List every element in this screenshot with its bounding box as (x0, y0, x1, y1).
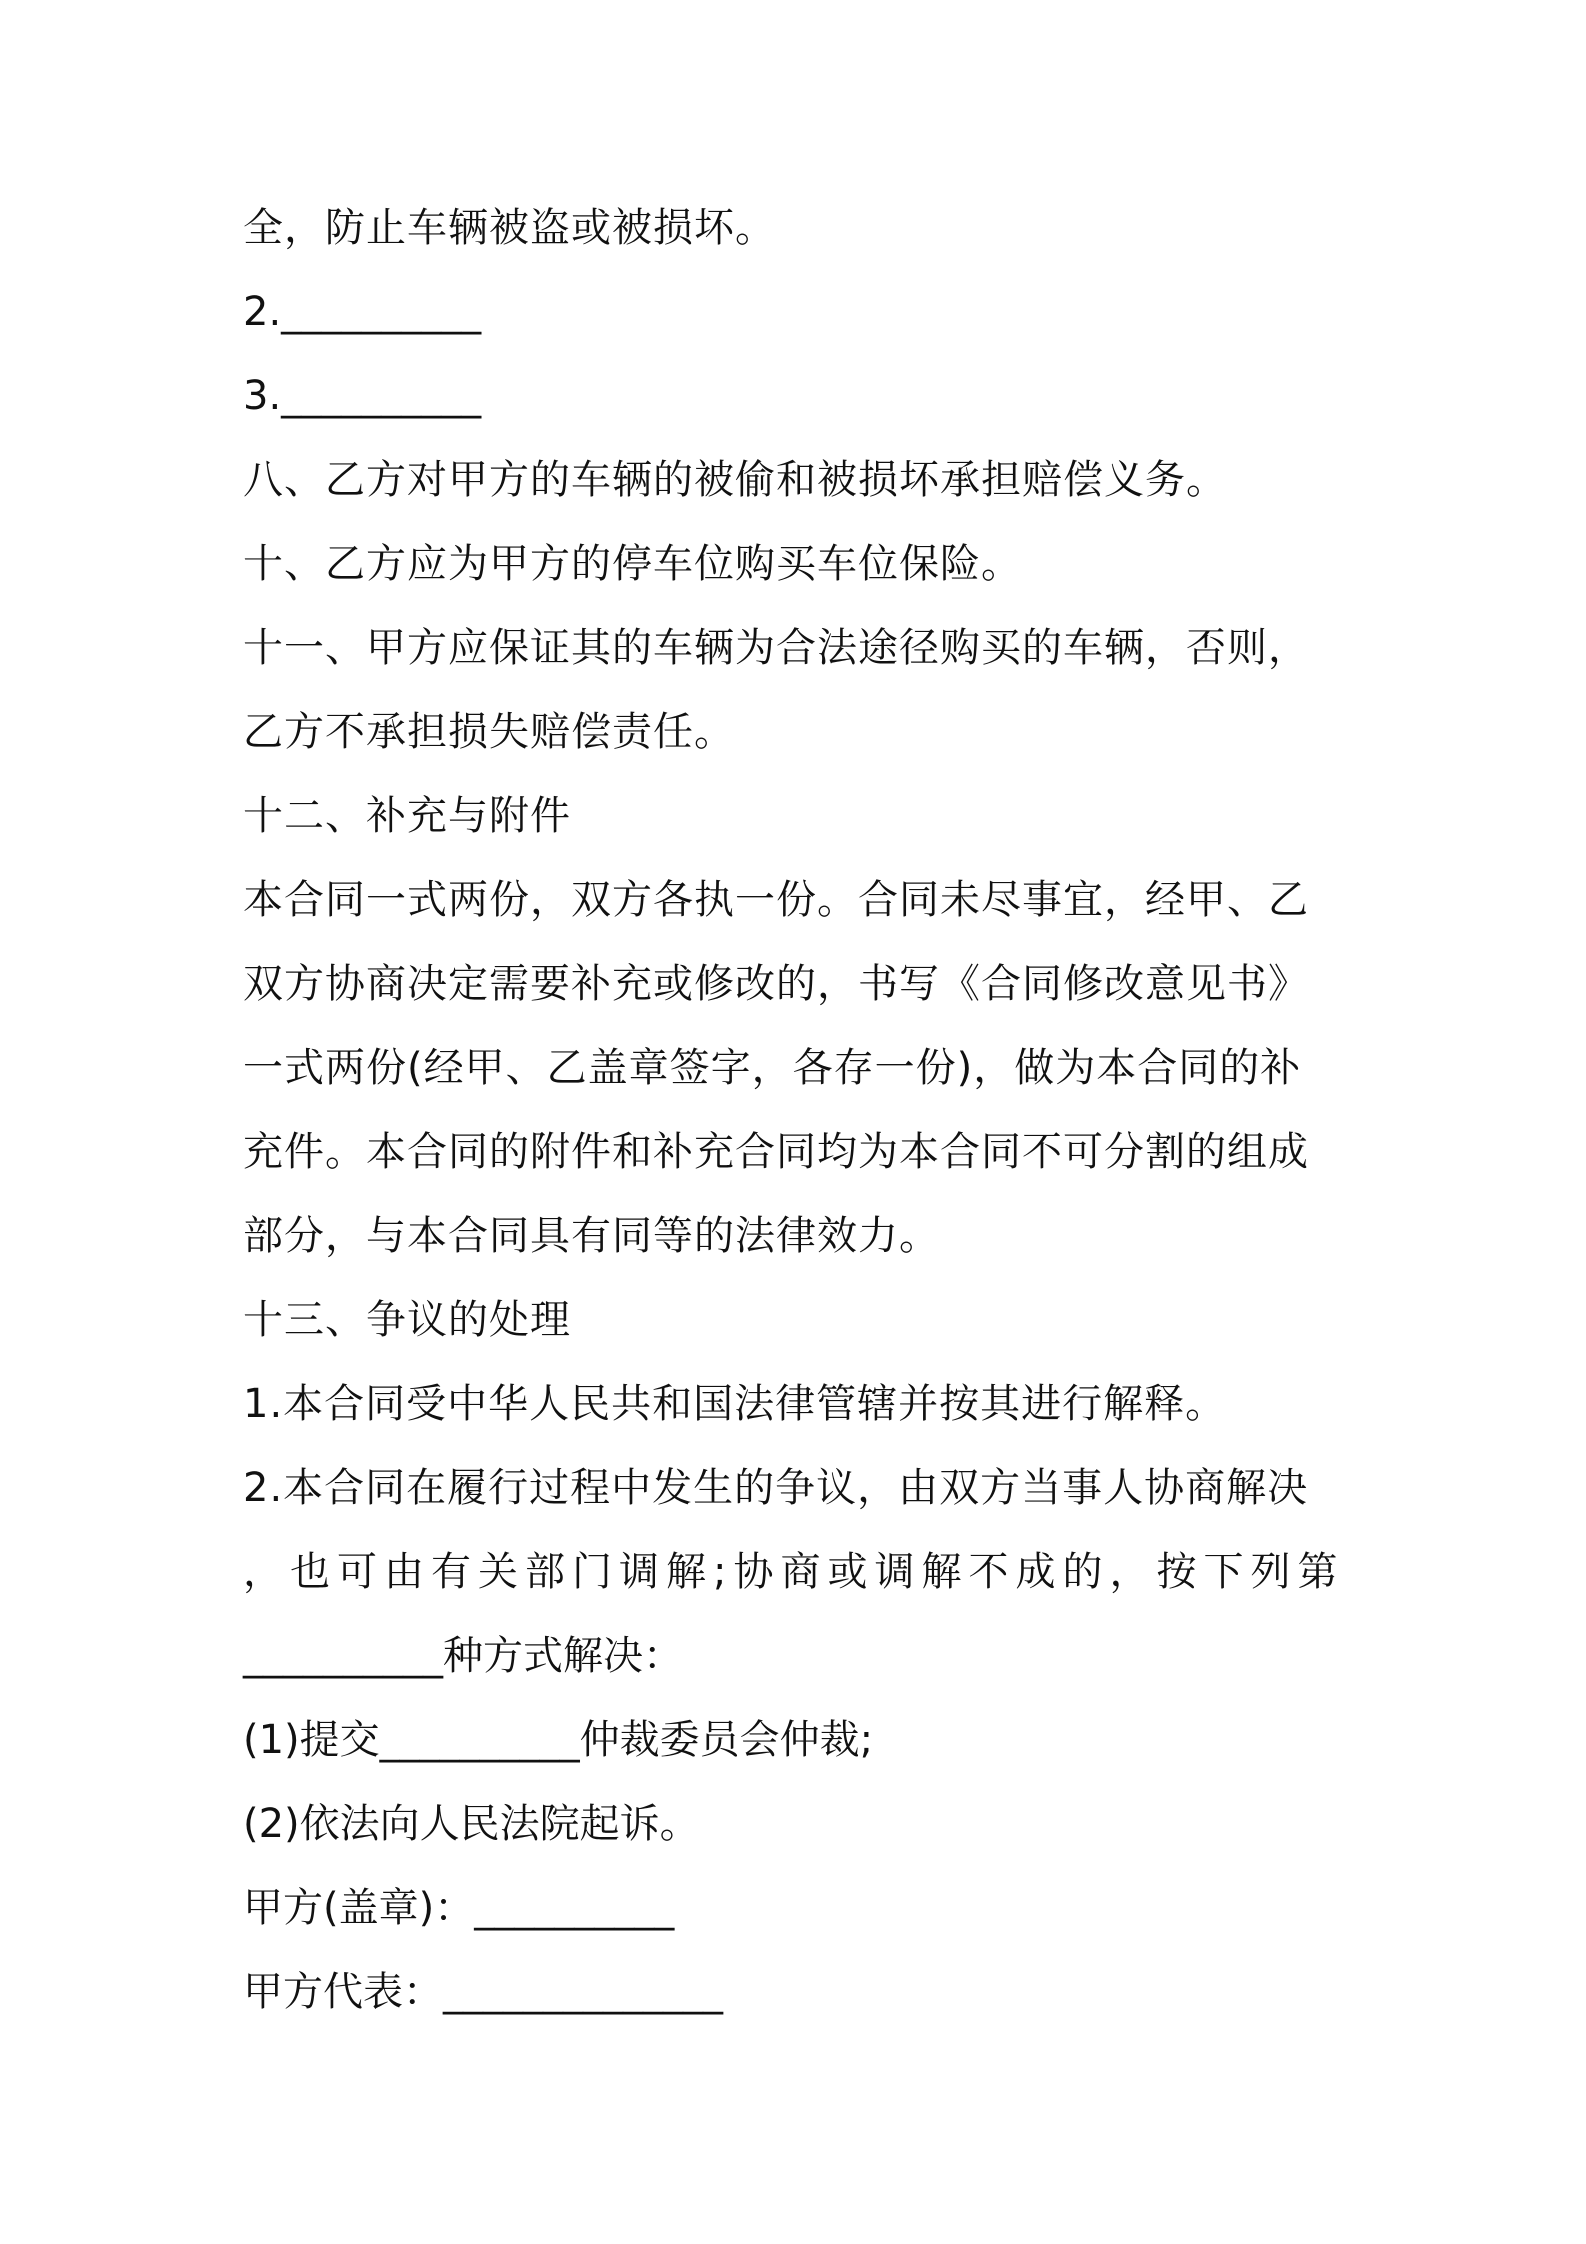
text-line: 充件。本合同的附件和补充合同均为本合同不可分割的组成 (243, 1129, 1309, 1175)
signature-line: 甲方(盖章)：__________ (243, 1885, 675, 1931)
text-line: 本合同一式两份，双方各执一份。合同未尽事宜，经甲、乙 (243, 877, 1309, 923)
signature-line: 甲方代表：______________ (243, 1969, 723, 2015)
text-line: 2.本合同在履行过程中发生的争议，由双方当事人协商解决 (243, 1465, 1309, 1511)
text-line: 乙方不承担损失赔偿责任。 (243, 709, 735, 755)
text-line: 十一、甲方应保证其的车辆为合法途径购买的车辆，否则， (243, 625, 1309, 671)
text-line: 1.本合同受中华人民共和国法律管辖并按其进行解释。 (243, 1381, 1227, 1427)
text-line: 十、乙方应为甲方的停车位购买车位保险。 (243, 541, 1022, 587)
text-line: 双方协商决定需要补充或修改的，书写《合同修改意见书》 (243, 961, 1309, 1007)
text-line: 八、乙方对甲方的车辆的被偷和被损坏承担赔偿义务。 (243, 457, 1227, 503)
text-line: 全，防止车辆被盗或被损坏。 (243, 205, 776, 251)
text-line: __________种方式解决： (243, 1633, 683, 1679)
text-line: (2)依法向人民法院起诉。 (243, 1801, 700, 1847)
text-line: 一式两份(经甲、乙盖章签字，各存一份)，做为本合同的补 (243, 1045, 1302, 1091)
text-line: 2.__________ (243, 289, 482, 335)
section-heading: 十三、争议的处理 (243, 1297, 571, 1343)
text-line: (1)提交__________仲裁委员会仲裁; (243, 1717, 874, 1763)
text-line: 3.__________ (243, 373, 482, 419)
text-line: 部分，与本合同具有同等的法律效力。 (243, 1213, 940, 1259)
text-line: ，也可由有关部门调解;协商或调解不成的，按下列第 (243, 1549, 1345, 1595)
section-heading: 十二、补充与附件 (243, 793, 571, 839)
